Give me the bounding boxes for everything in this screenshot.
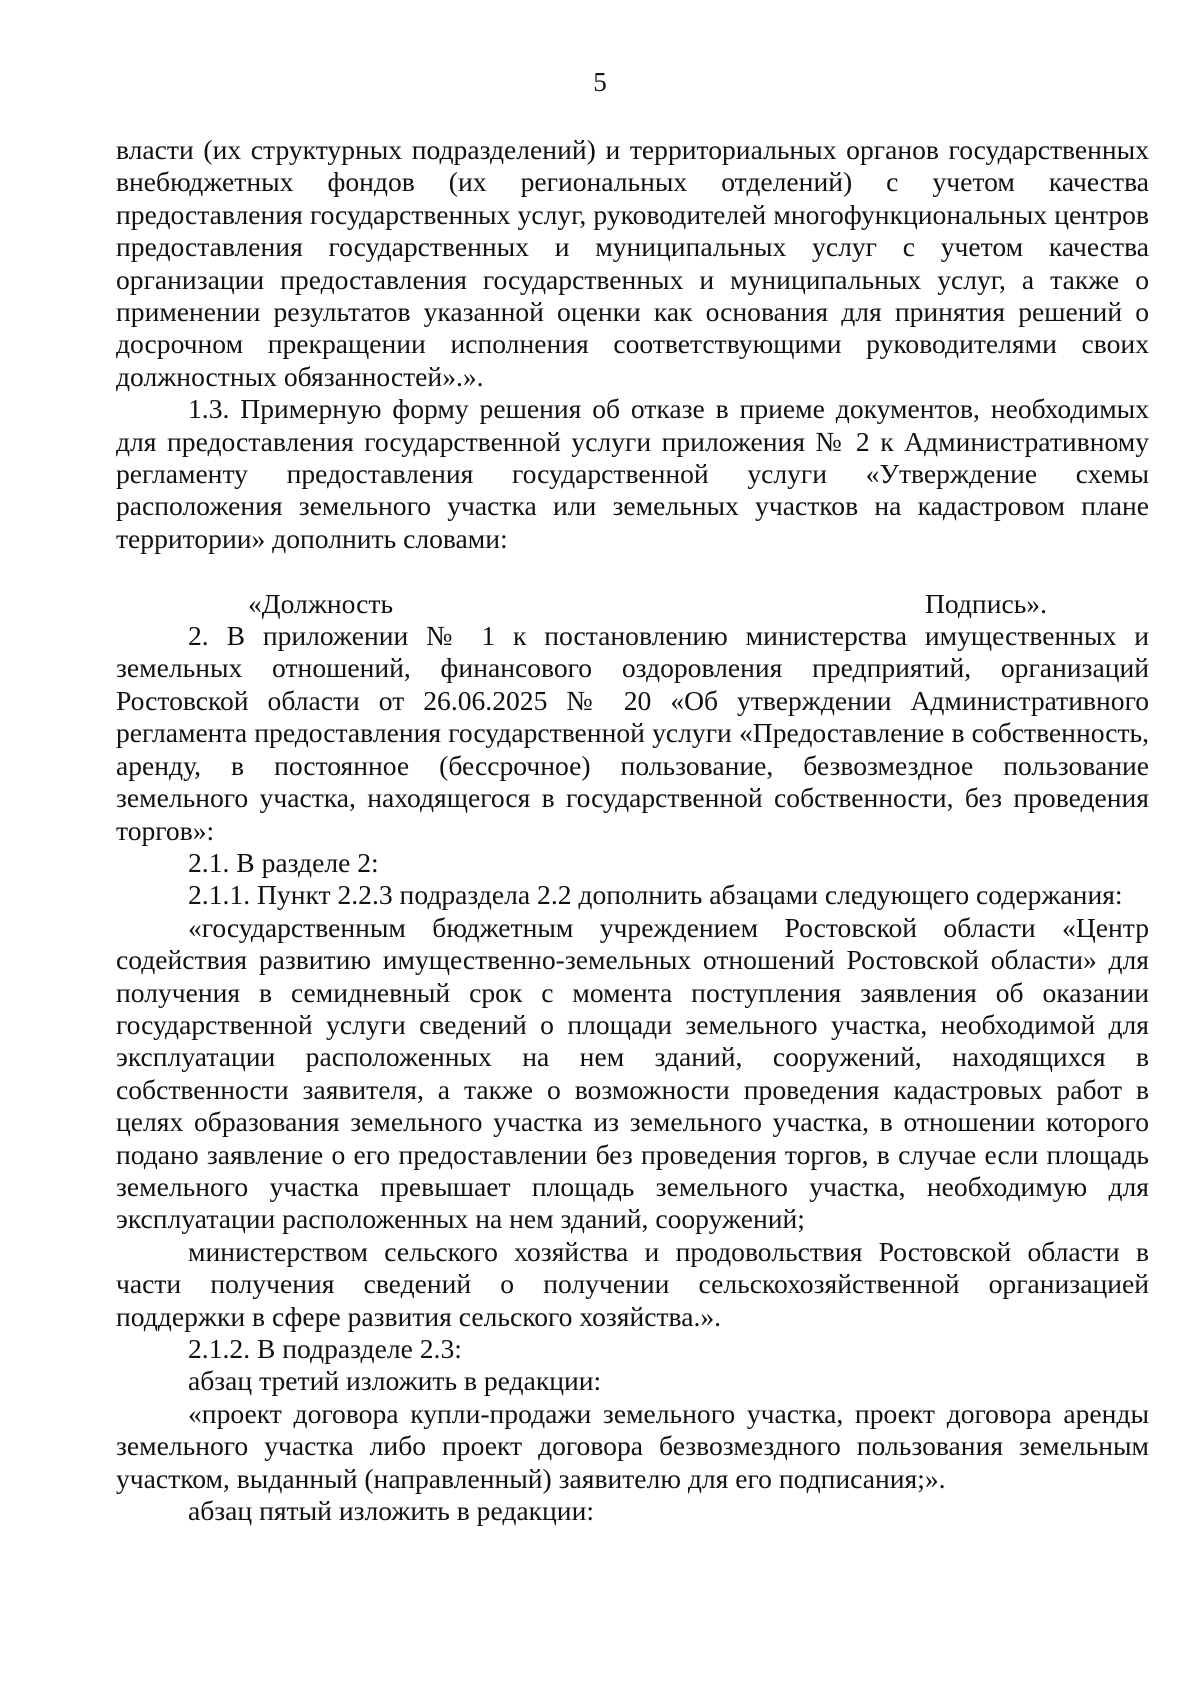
paragraph-2: 2. В приложении № 1 к постановлению министерства имущественных и земельных отношений, финансового оздоровления предприятий, организаций Ростовской области от 26.06.2025 № 20 «Об утверждении Административного регламента предоставления государственной услуги «Предоставление в собственность, аренду, в постоянное (бессрочное) пользование, безвозмездное пользование земельного участка, находящегося в государственной собственности, без проведения торгов»: [116,620,1149,846]
paragraph-third-abzac: абзац третий изложить в редакции: [188,1365,602,1397]
paragraph-fifth-abzac: абзац пятый изложить в редакции: [188,1495,595,1527]
paragraph-quote-gbu: «государственным бюджетным учреждением Ростовской области «Центр содействия развитию имущественно-земельных отношений Ростовской области» для получения в семидневный срок с момента поступления заявления об оказании государственной услуги сведений о площади земельного участка, необходимой для эксплуатации расположенных на нем зданий, сооружений, находящихся в собственности заявителя, а также о возможности проведения кадастровых работ в целях образования земельного участка из земельного участка, в отношении которого подано заявление о его предоставлении без проведения торгов, в случае если площадь земельного участка превышает площадь земельного участка, необходимую для эксплуатации расположенных на нем зданий, сооружений; [116,911,1149,1235]
page-number: 5 [593,67,607,97]
paragraph-2-1: 2.1. В разделе 2: [188,846,379,878]
paragraph-quote-contract: «проект договора купли-продажи земельного участка, проект договора аренды земельного участка либо проект договора безвозмездного пользования земельным участком, выданный (направленный) заявителю для его подписания;». [116,1397,1149,1494]
blank-line [116,555,1149,587]
paragraph-ministry-agriculture: министерством сельского хозяйства и продовольствия Ростовской области в части получения сведений о получении сельскохозяйственной организацией поддержки в сфере развития сельского хозяйства.». [116,1235,1149,1332]
signature-position-label: «Должность [248,587,394,619]
paragraph-2-1-1: 2.1.1. Пункт 2.2.3 подраздела 2.2 дополнить абзацами следующего содержания: [188,879,1123,911]
signature-line [116,588,1149,620]
signature-sign-label: Подпись». [924,587,1047,619]
paragraph-1-3: 1.3. Примерную форму решения об отказе в приеме документов, необходимых для предоставления государственной услуги приложения № 2 к Административному регламенту предоставления государственной услуги «Утверждение схемы расположения земельного участка или земельных участков на кадастровом плане территории» дополнить словами: [116,393,1149,554]
document-body [116,134,1149,1527]
paragraph-2-1-2: 2.1.2. В подразделе 2.3: [188,1333,462,1365]
paragraph-continuation: власти (их структурных подразделений) и территориальных органов государственных внебюджетных фондов (их региональных отделений) с учетом качества предоставления государственных услуг, руководителей многофункциональных центров предоставления государственных и муниципальных услуг с учетом качества организации предоставления государственных и муниципальных услуг, а также о применении результатов указанной оценки как основания для принятия решений о досрочном прекращении исполнения соответствующими руководителями своих должностных обязанностей».». [116,134,1149,392]
